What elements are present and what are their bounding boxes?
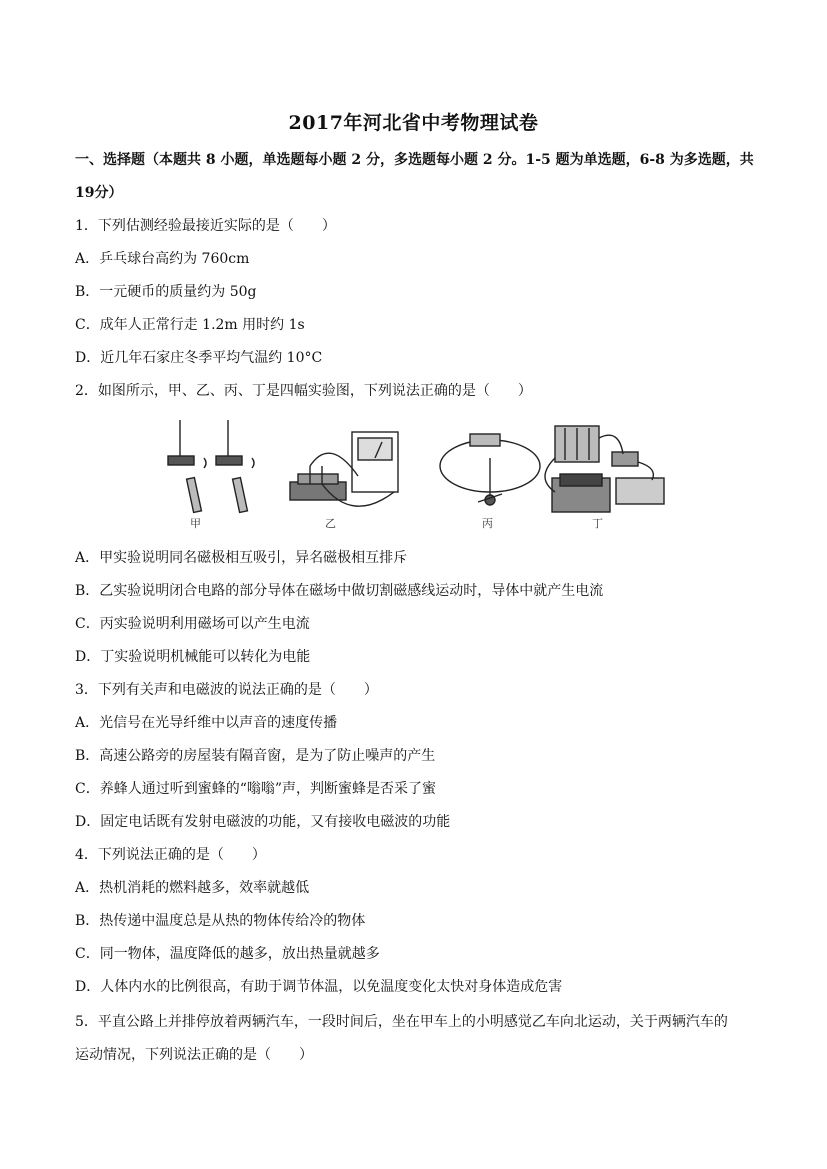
question-5-stem-line1: 5．平直公路上并排停放着两辆汽车，一段时间后，坐在甲车上的小明感觉乙车向北运动，关于两辆汽车的 [75, 1014, 728, 1030]
section-heading-line2: 19分） [75, 185, 123, 201]
question-4-option-a: A．热机消耗的燃料越多，效率就越低 [75, 880, 310, 896]
question-2-option-c: C．丙实验说明利用磁场可以产生电流 [75, 616, 310, 632]
figure-label-ding: 丁 [592, 517, 603, 530]
figure-jia-magnets [168, 420, 254, 512]
question-2-option-d: D．丁实验说明机械能可以转化为电能 [75, 649, 311, 665]
question-3-stem: 3．下列有关声和电磁波的说法正确的是（ ） [75, 682, 378, 698]
figure-bing-oersted [440, 434, 540, 505]
question-4-option-d: D．人体内水的比例很高，有助于调节体温，以免温度变化太快对身体造成危害 [75, 979, 563, 995]
figure-yi-induction [290, 432, 398, 506]
question-1-option-b: B．一元硬币的质量约为 50g [75, 284, 257, 300]
question-4-stem: 4．下列说法正确的是（ ） [75, 847, 266, 863]
section-heading-line1: 一、选择题（本题共 8 小题，单选题每小题 2 分，多选题每小题 2 分。1-5 题为单选题，6-8 为多选题，共 [75, 152, 754, 168]
figure-label-yi: 乙 [325, 517, 336, 530]
question-3-option-b: B．高速公路旁的房屋装有隔音窗，是为了防止噪声的产生 [75, 748, 436, 764]
question-4-option-c: C．同一物体，温度降低的越多，放出热量就越多 [75, 946, 380, 962]
figure-label-bing: 丙 [482, 517, 493, 530]
question-1-option-c: C．成年人正常行走 1.2m 用时约 1s [75, 317, 305, 333]
question-3-option-c: C．养蜂人通过听到蜜蜂的“嗡嗡”声，判断蜜蜂是否采了蜜 [75, 781, 437, 797]
question-2-stem: 2．如图所示，甲、乙、丙、丁是四幅实验图，下列说法正确的是（ ） [75, 383, 532, 399]
figure-ding-motor [545, 426, 664, 512]
experiment-figures [160, 418, 670, 533]
question-3-option-d: D．固定电话既有发射电磁波的功能，又有接收电磁波的功能 [75, 814, 451, 830]
question-5-stem-line2: 运动情况，下列说法正确的是（ ） [75, 1047, 313, 1063]
question-2-option-b: B．乙实验说明闭合电路的部分导体在磁场中做切割磁感线运动时，导体中就产生电流 [75, 583, 604, 599]
question-1-option-d: D．近几年石家庄冬季平均气温约 10°C [75, 350, 323, 366]
question-3-option-a: A．光信号在光导纤维中以声音的速度传播 [75, 715, 338, 731]
page-title: 2017年河北省中考物理试卷 [288, 112, 539, 134]
question-4-option-b: B．热传递中温度总是从热的物体传给冷的物体 [75, 913, 366, 929]
figure-label-jia: 甲 [190, 517, 201, 530]
question-1-option-a: A．乒乓球台高约为 760cm [75, 251, 250, 267]
question-1-stem: 1．下列估测经验最接近实际的是（ ） [75, 218, 336, 234]
question-2-option-a: A．甲实验说明同名磁极相互吸引，异名磁极相互排斥 [75, 550, 408, 566]
